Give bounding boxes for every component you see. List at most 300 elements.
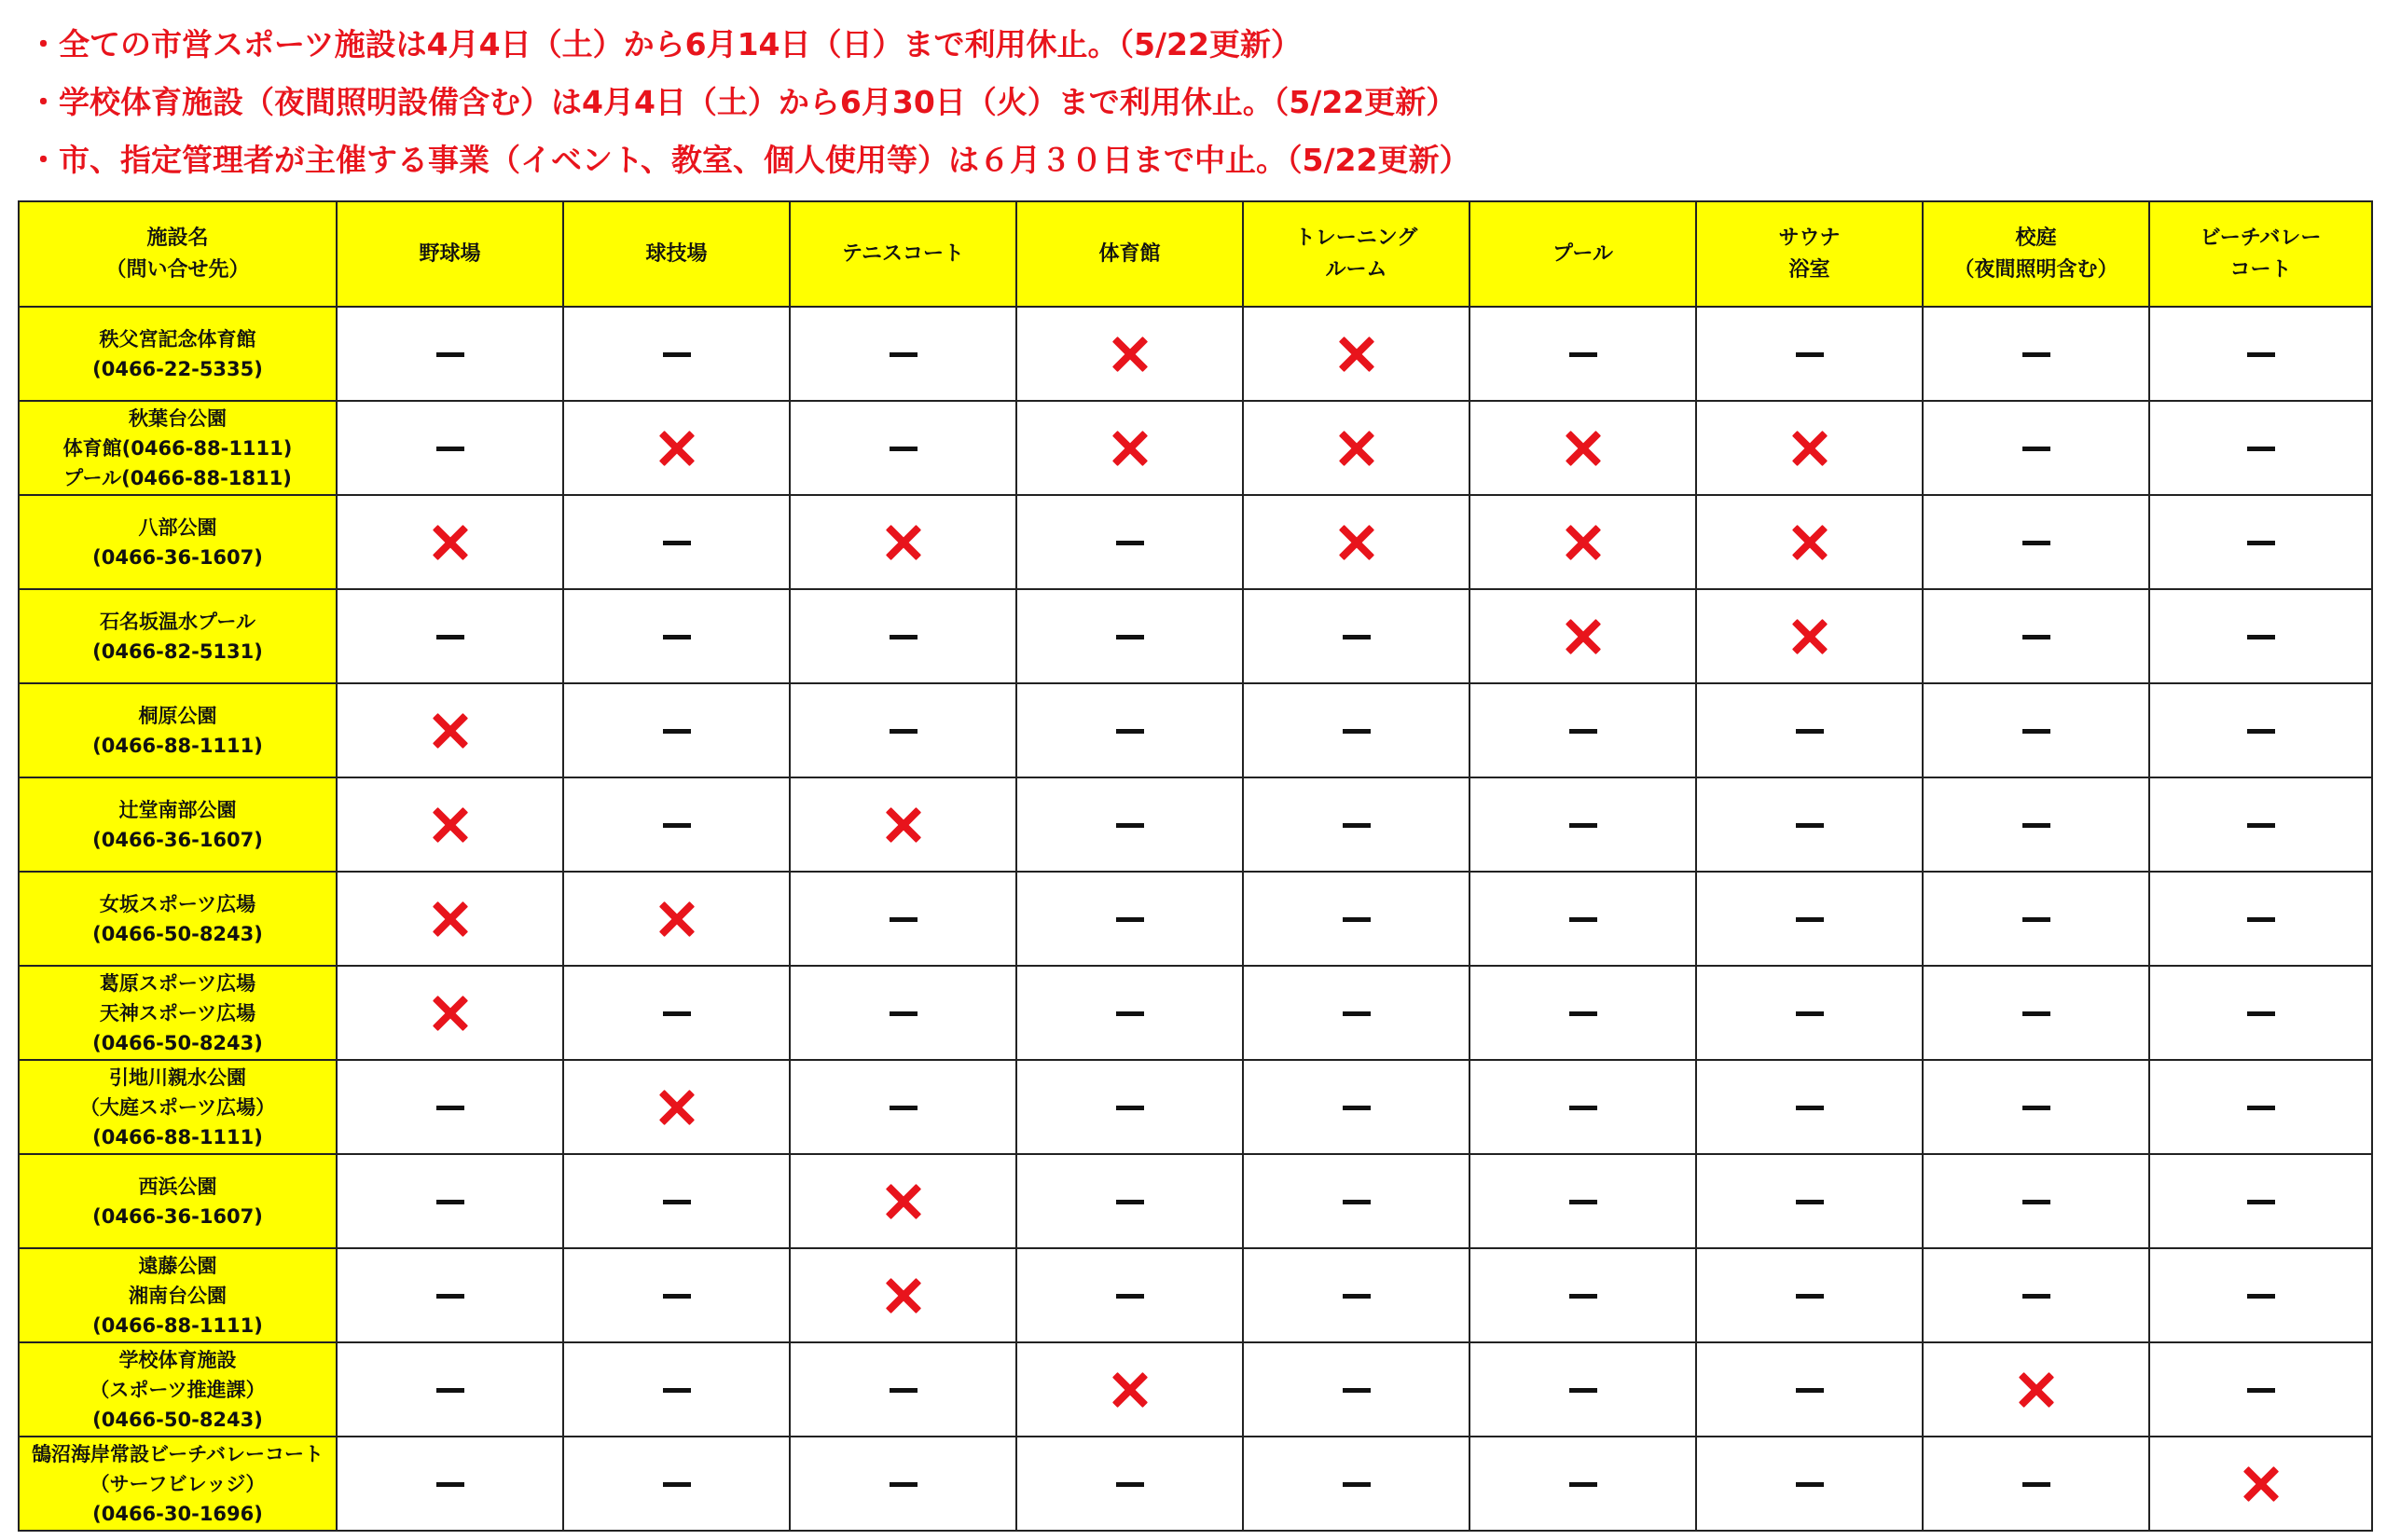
status-cell [563, 307, 790, 401]
status-cell [1243, 872, 1469, 966]
facility-name-cell [19, 683, 337, 777]
dash-icon [1796, 823, 1824, 828]
status-cell [563, 495, 790, 589]
status-cell [1696, 401, 1923, 495]
status-cell [337, 589, 563, 683]
facility-name-line: 秋葉台公園 [129, 406, 227, 430]
red-cross-icon [658, 1089, 696, 1126]
status-cell [1923, 777, 2149, 872]
dash-icon [1343, 729, 1371, 734]
notice-list [28, 26, 2359, 199]
table-row [19, 1154, 2372, 1248]
dash-icon [1116, 1200, 1144, 1204]
red-cross-icon [1338, 524, 1375, 561]
dash-icon [663, 352, 691, 357]
facility-name-cell [19, 495, 337, 589]
status-cell [1923, 966, 2149, 1060]
dash-icon [2022, 635, 2050, 639]
status-cell [1923, 495, 2149, 589]
facility-name-cell [19, 1060, 337, 1154]
facility-name-line: 引地川親水公園 [109, 1066, 246, 1089]
status-cell [563, 1437, 790, 1531]
status-cell [1016, 1060, 1243, 1154]
facility-name-cell [19, 401, 337, 495]
facility-name-line: (0466-82-5131) [92, 639, 263, 663]
status-cell [337, 1342, 563, 1437]
dash-icon [1796, 1482, 1824, 1487]
status-cell [1243, 1060, 1469, 1154]
dash-icon [663, 1388, 691, 1393]
red-cross-icon [885, 806, 922, 844]
dash-icon [2022, 1106, 2050, 1110]
status-cell [1923, 1248, 2149, 1342]
dash-icon [1116, 1294, 1144, 1299]
status-cell [790, 1060, 1016, 1154]
status-cell [1696, 683, 1923, 777]
dash-icon [1569, 1482, 1597, 1487]
header-column [2149, 201, 2372, 307]
red-cross-icon [2018, 1371, 2055, 1409]
red-cross-icon [432, 901, 469, 938]
status-cell [563, 1060, 790, 1154]
dash-icon [436, 352, 464, 357]
status-cell [2149, 872, 2372, 966]
dash-icon [436, 1106, 464, 1110]
dash-icon [1569, 352, 1597, 357]
status-cell [1696, 872, 1923, 966]
status-cell [1923, 1154, 2149, 1248]
dash-icon [2247, 1294, 2275, 1299]
dash-icon [1116, 1011, 1144, 1016]
dash-icon [1796, 1011, 1824, 1016]
facility-name-cell [19, 307, 337, 401]
facility-name-cell [19, 1154, 337, 1248]
status-cell [1016, 495, 1243, 589]
status-cell [1923, 307, 2149, 401]
dash-icon [1796, 729, 1824, 734]
status-cell [2149, 1342, 2372, 1437]
status-cell [1696, 589, 1923, 683]
status-cell [1243, 1248, 1469, 1342]
status-cell [337, 495, 563, 589]
dash-icon [1343, 1200, 1371, 1204]
status-cell [563, 1342, 790, 1437]
dash-icon [2247, 1388, 2275, 1393]
status-cell [1696, 1154, 1923, 1248]
header-facility-name [19, 201, 337, 307]
facility-name-line: （サーフビレッジ） [90, 1472, 266, 1495]
header-column [1243, 201, 1469, 307]
facility-name-line: (0466-88-1111) [92, 734, 263, 757]
dash-icon [2247, 823, 2275, 828]
dash-icon [2247, 635, 2275, 639]
dash-icon [436, 635, 464, 639]
dash-icon [1116, 541, 1144, 545]
dash-icon [2247, 352, 2275, 357]
dash-icon [663, 1011, 691, 1016]
status-cell [1469, 589, 1696, 683]
status-cell [1243, 495, 1469, 589]
dash-icon [436, 1200, 464, 1204]
status-cell [1243, 589, 1469, 683]
dash-icon [890, 447, 918, 451]
status-cell [1923, 683, 2149, 777]
facility-name-cell [19, 966, 337, 1060]
status-cell [1243, 401, 1469, 495]
status-cell [1469, 401, 1696, 495]
header-label: サウナ [1778, 226, 1841, 250]
status-cell [1696, 495, 1923, 589]
facility-name-cell [19, 589, 337, 683]
status-cell [2149, 495, 2372, 589]
dash-icon [663, 729, 691, 734]
dash-icon [890, 1011, 918, 1016]
facility-name-line: 女坂スポーツ広場 [99, 892, 256, 915]
dash-icon [1796, 1106, 1824, 1110]
status-cell [1923, 1060, 2149, 1154]
header-label: （夜間照明含む） [1953, 257, 2118, 282]
status-cell [1923, 1437, 2149, 1531]
table-row [19, 1437, 2372, 1531]
dash-icon [2247, 541, 2275, 545]
red-cross-icon [1111, 336, 1149, 373]
status-cell [1016, 401, 1243, 495]
status-cell [563, 777, 790, 872]
dash-icon [1796, 917, 1824, 922]
facility-name-line: 桐原公園 [138, 704, 217, 727]
status-cell [1469, 1437, 1696, 1531]
status-cell [563, 401, 790, 495]
status-cell [1016, 1248, 1243, 1342]
header-label: 浴室 [1788, 257, 1830, 282]
dash-icon [2022, 917, 2050, 922]
facility-name-line: （大庭スポーツ広場） [79, 1095, 276, 1119]
facility-name-line: (0466-50-8243) [92, 1408, 263, 1431]
dash-icon [2022, 823, 2050, 828]
red-cross-icon [432, 806, 469, 844]
red-cross-icon [885, 524, 922, 561]
dash-icon [1569, 823, 1597, 828]
facility-name-line: 秩父宮記念体育館 [99, 327, 256, 351]
status-cell [563, 1154, 790, 1248]
dash-icon [1343, 823, 1371, 828]
status-cell [1923, 872, 2149, 966]
status-cell [790, 307, 1016, 401]
status-cell [337, 1437, 563, 1531]
table-row [19, 1060, 2372, 1154]
facility-name-cell [19, 777, 337, 872]
facility-name-line: 湘南台公園 [129, 1284, 227, 1307]
facility-name-line: 体育館(0466-88-1111) [62, 436, 293, 460]
dash-icon [663, 823, 691, 828]
header-column [1696, 201, 1923, 307]
facility-name-line: (0466-88-1111) [92, 1313, 263, 1337]
header-label: ルーム [1325, 257, 1387, 282]
status-cell [1469, 966, 1696, 1060]
dash-icon [2022, 1294, 2050, 1299]
status-cell [337, 1060, 563, 1154]
dash-icon [1343, 1106, 1371, 1110]
dash-icon [1116, 917, 1144, 922]
red-cross-icon [1565, 618, 1602, 655]
status-cell [1696, 966, 1923, 1060]
status-cell [337, 777, 563, 872]
dash-icon [2022, 1482, 2050, 1487]
status-cell [2149, 1060, 2372, 1154]
dash-icon [1569, 1200, 1597, 1204]
status-cell [1469, 495, 1696, 589]
dash-icon [1796, 1200, 1824, 1204]
status-cell [1696, 1437, 1923, 1531]
status-cell [337, 401, 563, 495]
dash-icon [663, 1200, 691, 1204]
status-cell [790, 1342, 1016, 1437]
facility-name-line: 石名坂温水プール [100, 610, 255, 633]
table-body [19, 307, 2372, 1531]
table-row [19, 966, 2372, 1060]
status-cell [1696, 1342, 1923, 1437]
facility-name-cell [19, 1248, 337, 1342]
red-cross-icon [1791, 618, 1828, 655]
facility-name-line: (0466-22-5335) [92, 357, 263, 380]
facility-name-cell [19, 872, 337, 966]
status-cell [2149, 966, 2372, 1060]
status-cell [790, 683, 1016, 777]
dash-icon [1116, 1106, 1144, 1110]
red-cross-icon [885, 1183, 922, 1220]
status-cell [1469, 1154, 1696, 1248]
header-label: 施設名 [146, 226, 209, 250]
dash-icon [1116, 1482, 1144, 1487]
dash-icon [1796, 352, 1824, 357]
facility-name-cell [19, 1437, 337, 1531]
facility-status-table [18, 200, 2373, 1532]
red-cross-icon [1111, 430, 1149, 467]
status-cell [790, 495, 1016, 589]
header-label: トレーニング [1294, 226, 1418, 250]
red-cross-icon [2242, 1465, 2280, 1503]
dash-icon [436, 1482, 464, 1487]
header-label: ビーチバレー [2200, 226, 2322, 250]
header-column [790, 201, 1016, 307]
status-cell [1016, 1342, 1243, 1437]
dash-icon [890, 1106, 918, 1110]
status-cell [790, 966, 1016, 1060]
status-cell [563, 1248, 790, 1342]
header-label: 野球場 [419, 241, 481, 266]
status-cell [790, 1437, 1016, 1531]
red-cross-icon [432, 524, 469, 561]
status-cell [337, 307, 563, 401]
status-cell [337, 966, 563, 1060]
status-cell [1243, 777, 1469, 872]
status-cell [1469, 872, 1696, 966]
header-column [1923, 201, 2149, 307]
status-cell [2149, 307, 2372, 401]
table-row [19, 683, 2372, 777]
facility-name-line: (0466-36-1607) [92, 1204, 263, 1228]
dash-icon [1569, 729, 1597, 734]
status-cell [2149, 589, 2372, 683]
facility-name-line: 葛原スポーツ広場 [99, 971, 256, 995]
dash-icon [2022, 447, 2050, 451]
status-cell [1016, 683, 1243, 777]
status-cell [1696, 307, 1923, 401]
status-cell [1469, 1342, 1696, 1437]
dash-icon [890, 635, 918, 639]
dash-icon [1569, 917, 1597, 922]
status-cell [1016, 872, 1243, 966]
dash-icon [1569, 1388, 1597, 1393]
dash-icon [436, 447, 464, 451]
facility-name-line: 遠藤公園 [138, 1254, 217, 1277]
dash-icon [663, 1482, 691, 1487]
red-cross-icon [1338, 430, 1375, 467]
dash-icon [663, 1294, 691, 1299]
dash-icon [1116, 635, 1144, 639]
facility-name-line: (0466-88-1111) [92, 1125, 263, 1148]
status-cell [1696, 1248, 1923, 1342]
status-cell [790, 589, 1016, 683]
facility-name-line: 鵠沼海岸常設ビーチバレーコート [32, 1442, 324, 1465]
status-cell [337, 872, 563, 966]
status-cell [2149, 1154, 2372, 1248]
status-cell [1923, 589, 2149, 683]
status-cell [790, 1248, 1016, 1342]
facility-name-line: 西浜公園 [138, 1175, 217, 1198]
status-cell [1016, 589, 1243, 683]
red-cross-icon [432, 712, 469, 749]
status-cell [2149, 1248, 2372, 1342]
table-row [19, 1248, 2372, 1342]
dash-icon [890, 1388, 918, 1393]
dash-icon [2247, 729, 2275, 734]
dash-icon [2247, 1106, 2275, 1110]
header-label: 校庭 [2015, 226, 2057, 250]
status-cell [1696, 1060, 1923, 1154]
dash-icon [436, 1294, 464, 1299]
status-cell [1243, 1154, 1469, 1248]
dash-icon [1116, 729, 1144, 734]
status-cell [790, 401, 1016, 495]
dash-icon [2022, 1200, 2050, 1204]
header-label: （問い合せ先） [105, 257, 250, 282]
status-cell [1469, 777, 1696, 872]
notice-line: ・学校体育施設（夜間照明設備含む）は4月4日（土）から6月30日（火）まで利用休止。（5/22更新） [28, 84, 1457, 120]
dash-icon [2247, 1011, 2275, 1016]
facility-name-line: (0466-50-8243) [92, 922, 263, 945]
facility-name-line: (0466-50-8243) [92, 1031, 263, 1054]
red-cross-icon [432, 995, 469, 1032]
facility-name-line: 天神スポーツ広場 [99, 1001, 256, 1024]
dash-icon [2247, 917, 2275, 922]
status-cell [563, 589, 790, 683]
header-column [563, 201, 790, 307]
status-cell [790, 872, 1016, 966]
facility-name-cell [19, 1342, 337, 1437]
facility-name-line: プール(0466-88-1811) [63, 466, 292, 489]
status-cell [337, 683, 563, 777]
dash-icon [1343, 1294, 1371, 1299]
dash-icon [663, 541, 691, 545]
table-row [19, 495, 2372, 589]
status-cell [1469, 307, 1696, 401]
dash-icon [2022, 729, 2050, 734]
status-cell [563, 683, 790, 777]
table-row [19, 1342, 2372, 1437]
dash-icon [1796, 1388, 1824, 1393]
red-cross-icon [658, 430, 696, 467]
dash-icon [1343, 1482, 1371, 1487]
header-label: 球技場 [645, 241, 708, 266]
status-cell [790, 777, 1016, 872]
header-label: コート [2229, 257, 2292, 282]
dash-icon [1343, 635, 1371, 639]
dash-icon [1343, 1011, 1371, 1016]
table-header-row [19, 201, 2372, 307]
status-cell [1923, 401, 2149, 495]
header-column [337, 201, 563, 307]
status-cell [2149, 683, 2372, 777]
dash-icon [890, 917, 918, 922]
red-cross-icon [885, 1277, 922, 1314]
dash-icon [1569, 1294, 1597, 1299]
table-row [19, 307, 2372, 401]
status-cell [2149, 1437, 2372, 1531]
dash-icon [436, 1388, 464, 1393]
dash-icon [1569, 1011, 1597, 1016]
status-cell [1923, 1342, 2149, 1437]
notice-line: ・全ての市営スポーツ施設は4月4日（土）から6月14日（日）まで利用休止。（5/22更新） [28, 26, 1302, 62]
status-cell [1016, 1154, 1243, 1248]
table-row [19, 401, 2372, 495]
red-cross-icon [1565, 524, 1602, 561]
table-row [19, 777, 2372, 872]
facility-name-line: 辻堂南部公園 [118, 798, 237, 821]
header-label: テニスコート [841, 241, 965, 266]
red-cross-icon [1565, 430, 1602, 467]
status-cell [563, 872, 790, 966]
status-cell [790, 1154, 1016, 1248]
status-cell [1016, 966, 1243, 1060]
status-cell [337, 1248, 563, 1342]
status-cell [1469, 1060, 1696, 1154]
dash-icon [1796, 1294, 1824, 1299]
status-cell [337, 1154, 563, 1248]
dash-icon [2022, 352, 2050, 357]
red-cross-icon [1791, 430, 1828, 467]
status-cell [1469, 683, 1696, 777]
status-cell [1016, 777, 1243, 872]
header-column [1469, 201, 1696, 307]
facility-name-line: （スポーツ推進課） [90, 1378, 266, 1401]
header-label: プール [1552, 241, 1613, 266]
table-row [19, 589, 2372, 683]
status-cell [1243, 966, 1469, 1060]
status-cell [1243, 1437, 1469, 1531]
dash-icon [1343, 917, 1371, 922]
dash-icon [890, 1482, 918, 1487]
status-cell [1016, 1437, 1243, 1531]
facility-name-line: 八部公園 [138, 516, 217, 539]
dash-icon [2022, 541, 2050, 545]
dash-icon [2247, 1200, 2275, 1204]
status-cell [563, 966, 790, 1060]
dash-icon [1116, 823, 1144, 828]
dash-icon [1343, 1388, 1371, 1393]
status-cell [1243, 683, 1469, 777]
table-row [19, 872, 2372, 966]
